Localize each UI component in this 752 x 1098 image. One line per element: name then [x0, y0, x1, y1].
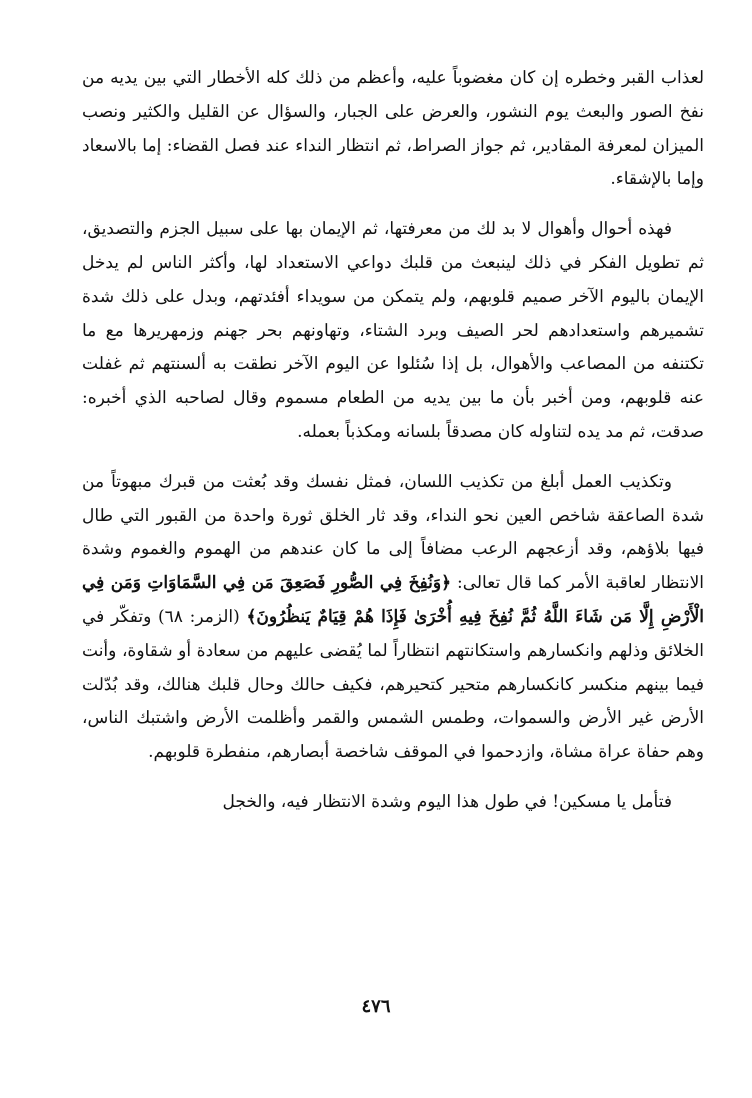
page-number: ٤٧٦ [361, 996, 391, 1017]
paragraph-3 [82, 466, 704, 770]
paragraph-2: فهذه أحوال وأهوال لا بد لك من معرفتها، ثم الإيمان بها على سبيل الجزم والتصديق، ثم تطويل الفكر في ذلك لينبعث من قلبك دواعي الاستعداد لها، وأكثر الناس لم يدخل الإيمان باليوم الآخر صميم قلوبهم، ولم يتمكن من سويداء أفئدتهم، وبدل على ذلك شدة تشميرهم واستعدادهم لحر الصيف وبرد الشتاء، وتهاونهم بحر جهنم وزمهريرها مع ما تكتنفه من المصاعب والأهوال، بل إذا سُئلوا عن اليوم الآخر نطقت به ألسنتهم ثم غفلت عنه قلوبهم، ومن أخبر بأن ما بين يديه من الطعام مسموم وقال لصاحبه الذي أخبره: صدقت، ثم مد يده لتناوله كان مصدقاً بلسانه ومكذباً بعمله. [82, 219, 704, 442]
paragraph-1: لعذاب القبر وخطره إن كان مغضوباً عليه، وأعظم من ذلك كله الأخطار التي بين يديه من نفخ الصور والبعث يوم النشور، والعرض على الجبار، والسؤال عن القليل والكثير ونصب الميزان لمعرفة المقادير، ثم جواز الصراط، ثم انتظار النداء عند فصل القضاء: إما بالاسعاد وإما بالإشقاء. [82, 68, 704, 190]
paragraph-4: فتأمل يا مسكين! في طول هذا اليوم وشدة الانتظار فيه، والخجل [222, 791, 672, 812]
paragraph-3-text-before: وتكذيب العمل أبلغ من تكذيب اللسان، فمثل نفسك وقد بُعثت من قبرك مبهوتاً من شدة الصاعقة شاخص العين نحو النداء، وقد ثار الخلق ثورة واحدة من القبور التي طال فيها بلاؤهم، وقد أزعجهم الرعب مضافاً إلى ما كان عندهم من الهموم والغموم وشدة الانتظار لعاقبة الأمر كما قال تعالى: [82, 471, 704, 594]
body-text [82, 62, 704, 836]
paragraph-3-text-after: (الزمر: ٦٨) وتفكّر في الخلائق وذلهم وانكسارهم واستكانتهم انتظاراً لما يُقضى عليهم من سعادة أو شقاوة، وأنت فيما بينهم منكسر كانكسارهم متحير كتحيرهم، فكيف حالك وحال قلبك هنالك، وقد بُدّلت الأرض غير الأرض والسموات، وطمس الشمس والقمر وأظلمت الأرض واشتبك الناس، وهم حفاة عراة مشاة، وازدحموا في الموقف شاخصة أبصارهم، منفطرة قلوبهم. [82, 606, 704, 763]
quran-verse: ﴿وَنُفِخَ فِي الصُّورِ فَصَعِقَ مَن فِي السَّمَاوَاتِ وَمَن فِي الْأَرْضِ إِلَّا مَن شَاءَ اللَّهُ ثُمَّ نُفِخَ فِيهِ أُخْرَىٰ فَإِذَا هُمْ قِيَامٌ يَنظُرُونَ﴾ [82, 573, 705, 627]
